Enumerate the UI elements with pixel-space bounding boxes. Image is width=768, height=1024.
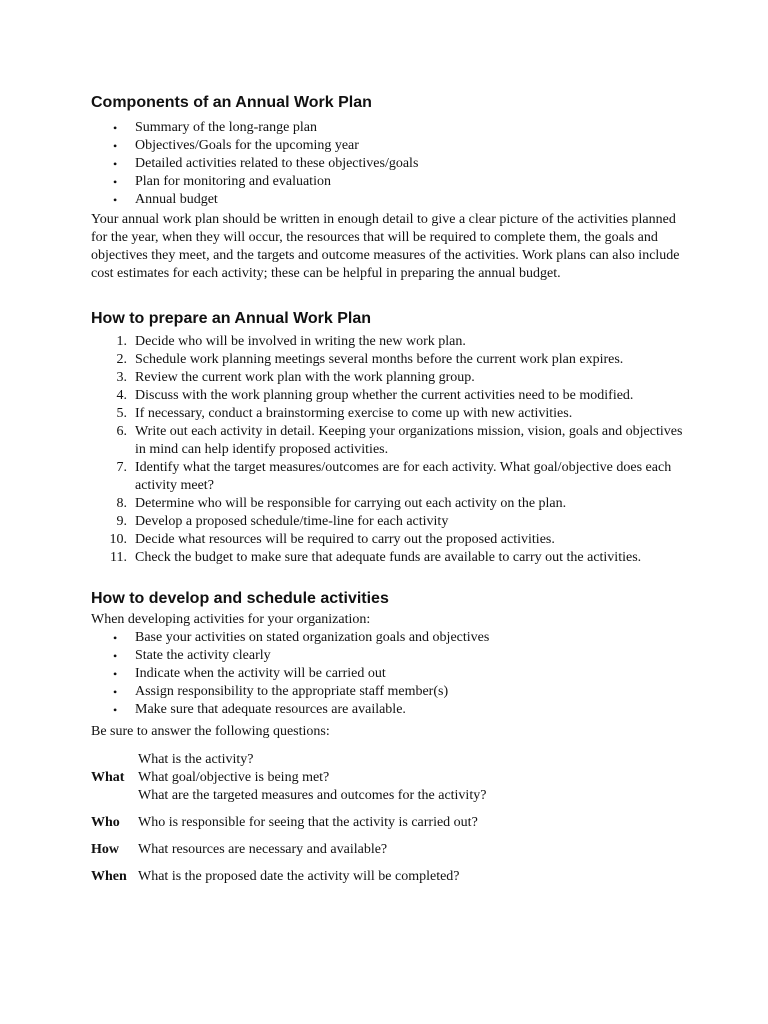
- step-number: 6.: [116, 424, 127, 439]
- step-number: 8.: [116, 496, 127, 511]
- prepare-step: [91, 513, 691, 531]
- questions-intro: Be sure to answer the following questions:: [91, 724, 330, 739]
- components-list: [91, 119, 691, 209]
- prepare-steps-list: [91, 333, 691, 567]
- question-text-who: Who is responsible for seeing that the activity is carried out?: [138, 815, 478, 830]
- step-text: If necessary, conduct a brainstorming exercise to come up with new activities.: [135, 406, 573, 421]
- prepare-step: [91, 333, 691, 351]
- step-number: 3.: [116, 370, 127, 385]
- develop-bullet: • State the activity clearly: [91, 647, 691, 665]
- question-text-how: What resources are necessary and available?: [138, 842, 388, 857]
- questions-table: [91, 751, 486, 886]
- step-number: 5.: [116, 406, 127, 421]
- components-bullet: • Detailed activities related to these objectives/goals: [91, 155, 691, 173]
- develop-bullet: • Base your activities on stated organization goals and objectives: [91, 629, 691, 647]
- develop-heading: How to develop and schedule activities: [91, 590, 389, 607]
- step-text: Identify what the target measures/outcomes are for each activity. What goal/objective does each activity meet?: [135, 460, 672, 493]
- question-row-when: [91, 868, 486, 886]
- step-text: Decide who will be involved in writing the new work plan.: [135, 334, 466, 349]
- step-number: 4.: [116, 388, 127, 403]
- question-row-what: [91, 751, 486, 805]
- step-text: Decide what resources will be required to carry out the proposed activities.: [135, 532, 555, 547]
- question-text-when: What is the proposed date the activity will be completed?: [138, 869, 460, 884]
- components-heading: Components of an Annual Work Plan: [91, 94, 372, 111]
- prepare-heading: How to prepare an Annual Work Plan: [91, 310, 372, 327]
- develop-list: [91, 629, 691, 719]
- step-text: Develop a proposed schedule/time-line for each activity: [135, 514, 449, 529]
- prepare-step: [91, 423, 691, 459]
- question-line: What are the targeted measures and outcomes for the activity?: [138, 788, 487, 803]
- develop-bullet: • Assign responsibility to the appropriate staff member(s): [91, 683, 691, 701]
- prepare-step: [91, 459, 691, 495]
- prepare-step: [91, 387, 691, 405]
- develop-bullet: • Indicate when the activity will be carried out: [91, 665, 691, 683]
- prepare-step: [91, 549, 691, 567]
- step-text: Determine who will be responsible for carrying out each activity on the plan.: [135, 496, 567, 511]
- components-bullet: • Plan for monitoring and evaluation: [91, 173, 691, 191]
- step-number: 7.: [116, 460, 127, 475]
- develop-intro: When developing activities for your organization:: [91, 612, 371, 627]
- question-text-what: [138, 751, 486, 805]
- document-page: [91, 93, 691, 886]
- prepare-step: [91, 369, 691, 387]
- components-bullet: • Objectives/Goals for the upcoming year: [91, 137, 691, 155]
- step-number: 2.: [116, 352, 127, 367]
- components-bullet: • Summary of the long-range plan: [91, 119, 691, 137]
- prepare-step: [91, 351, 691, 369]
- step-text: Check the budget to make sure that adequate funds are available to carry out the activities.: [135, 550, 642, 565]
- question-key-what: What: [91, 770, 125, 785]
- develop-bullet: • Make sure that adequate resources are available.: [91, 701, 691, 719]
- prepare-step: [91, 531, 691, 549]
- question-key-when: When: [91, 869, 127, 884]
- step-number: 10.: [109, 532, 127, 547]
- step-number: 11.: [110, 550, 127, 565]
- step-text: Write out each activity in detail. Keeping your organizations mission, vision, goals and objectives in mind can help identify proposed activities.: [135, 424, 683, 457]
- work-plan-paragraph: Your annual work plan should be written in enough detail to give a clear picture of the activities planned for the year, when they will occur, the resources that will be required to complete them, the goals and objectives they meet, and the targets and outcome measures of the activities. Work plans can also include cost estimates for each activity; these can be helpful in preparing the annual budget.: [91, 212, 680, 281]
- components-bullet: • Annual budget: [91, 191, 691, 209]
- step-text: Discuss with the work planning group whether the current activities need to be modified.: [135, 388, 634, 403]
- question-key-how: How: [91, 842, 119, 857]
- prepare-step: [91, 495, 691, 513]
- question-row-how: [91, 841, 486, 859]
- question-key-who: Who: [91, 815, 120, 830]
- question-line: What goal/objective is being met?: [138, 770, 330, 785]
- question-row-who: [91, 814, 486, 832]
- step-text: Schedule work planning meetings several months before the current work plan expires.: [135, 352, 624, 367]
- step-text: Review the current work plan with the work planning group.: [135, 370, 475, 385]
- prepare-step: [91, 405, 691, 423]
- step-number: 1.: [116, 334, 127, 349]
- question-line: What is the activity?: [138, 752, 254, 767]
- step-number: 9.: [116, 514, 127, 529]
